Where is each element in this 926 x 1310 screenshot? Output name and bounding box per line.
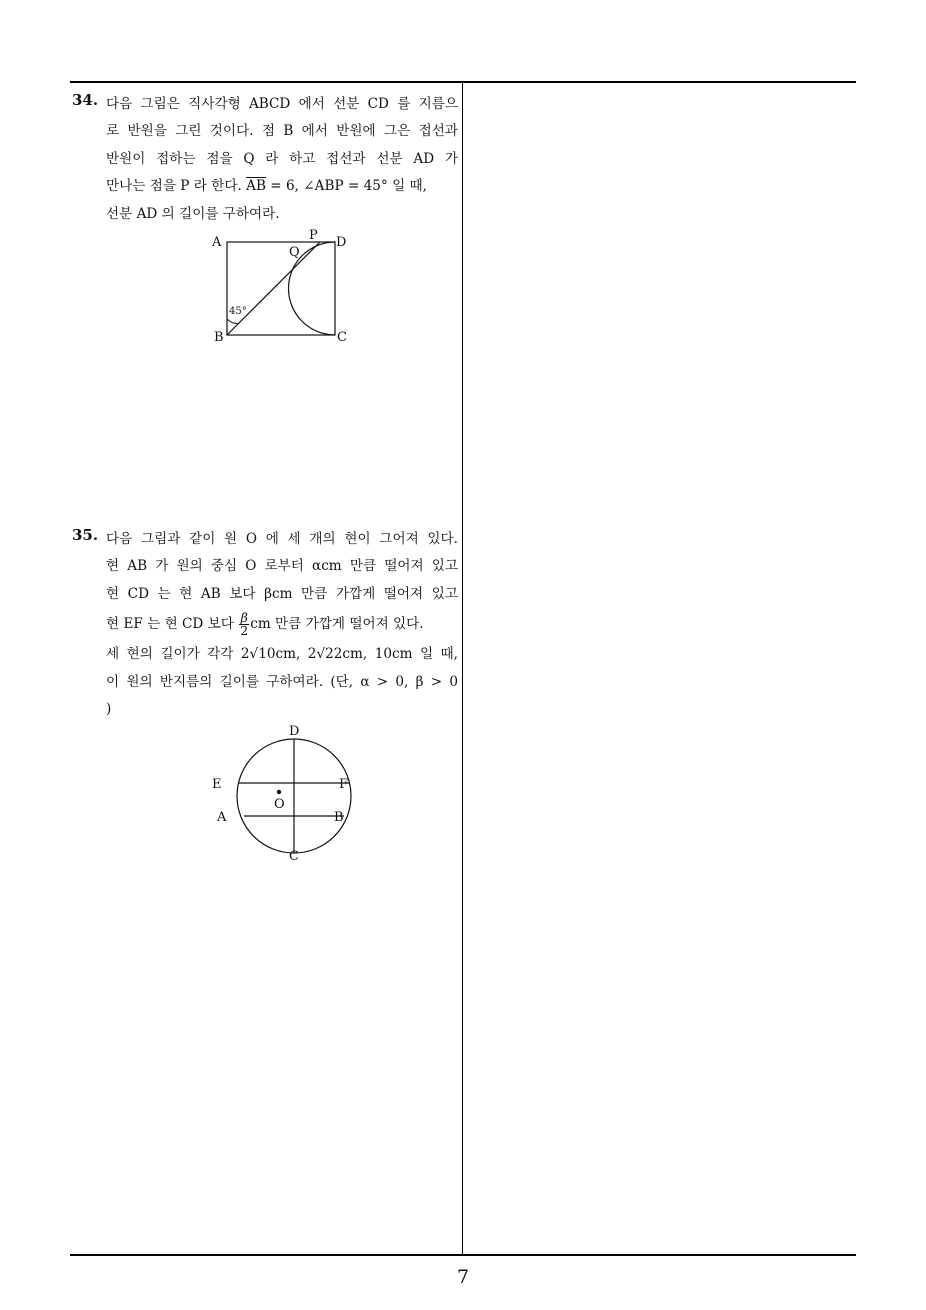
fraction-denominator: 2: [240, 623, 249, 639]
point-label-o: O: [274, 797, 285, 812]
point-label-q: Q: [289, 245, 300, 260]
problem-line: 반원이 접하는 점을 Q 라 하고 접선과 선분 AD 가: [106, 150, 458, 167]
problem-35: [72, 526, 458, 723]
point-label-p: P: [309, 228, 318, 243]
bottom-rule: [70, 1254, 856, 1256]
angle-label: 45°: [229, 306, 247, 317]
problem-line: 현 AB 가 원의 중심 O 로부터 αcm 만큼 떨어져 있고: [106, 558, 458, 575]
point-label-d: D: [336, 235, 347, 250]
problem-line: [106, 608, 458, 641]
tangent-line-bp: [227, 242, 320, 335]
problem-line: 선분 AD 의 길이를 구하여라.: [106, 205, 280, 222]
point-label-b: B: [214, 330, 224, 345]
overline-segment-ab: $\overline{AB}$: [246, 178, 266, 195]
point-label-f: F: [339, 777, 349, 792]
problem-line: 로 반원을 그린 것이다. 점 B 에서 반원에 그은 접선과: [106, 123, 458, 140]
problem-line: [106, 173, 458, 200]
problem-line-segment: 만나는 점을 P 라 한다.: [106, 178, 242, 195]
point-label-c: C: [337, 330, 347, 345]
problem-line-segment: cm 만큼 가깝게 떨어져 있다.: [250, 616, 424, 633]
rectangle-abcd: [227, 242, 335, 335]
point-label-a: A: [212, 235, 222, 250]
problem-line: 세 현의 길이가 각각 2√10cm, 2√22cm, 10cm 일 때,: [106, 646, 458, 663]
point-label-b: B: [334, 810, 344, 825]
column-divider: [462, 82, 463, 1255]
problem-text: [106, 526, 458, 723]
angle-arc: [227, 319, 238, 324]
problem-number: 35.: [72, 526, 99, 544]
problem-line-segment: 현 EF 는 현 CD 보다: [106, 616, 234, 633]
problem-line: 다음 그림은 직사각형 ABCD 에서 선분 CD 를 지름으: [106, 96, 458, 112]
fraction-numerator: β: [240, 610, 248, 626]
problem-line: 이 원의 반지름의 길이를 구하여라. (단, α > 0, β > 0: [106, 673, 458, 690]
point-label-c: C: [289, 849, 299, 864]
figure-circle-chords: [205, 720, 355, 872]
problem-line: 다음 그림과 같이 원 O 에 세 개의 현이 그어져 있다.: [106, 531, 458, 547]
problem-line: ): [106, 701, 112, 718]
fraction-beta-over-2: [239, 612, 249, 637]
problem-text: [106, 91, 458, 228]
point-label-a: A: [217, 810, 227, 825]
figure-rectangle-semicircle: [205, 228, 355, 350]
top-rule: [70, 81, 856, 83]
problem-line: 현 CD 는 현 AB 보다 βcm 만큼 가깝게 떨어져 있고: [106, 585, 458, 602]
problem-line-segment: = 6, ∠ABP = 45° 일 때,: [270, 178, 427, 195]
center-point-o: [277, 790, 281, 794]
point-label-e: E: [212, 777, 222, 792]
point-label-d: D: [289, 724, 300, 739]
page-number: 7: [456, 1266, 470, 1288]
problem-34: [72, 91, 458, 228]
problem-number: 34.: [72, 91, 99, 109]
